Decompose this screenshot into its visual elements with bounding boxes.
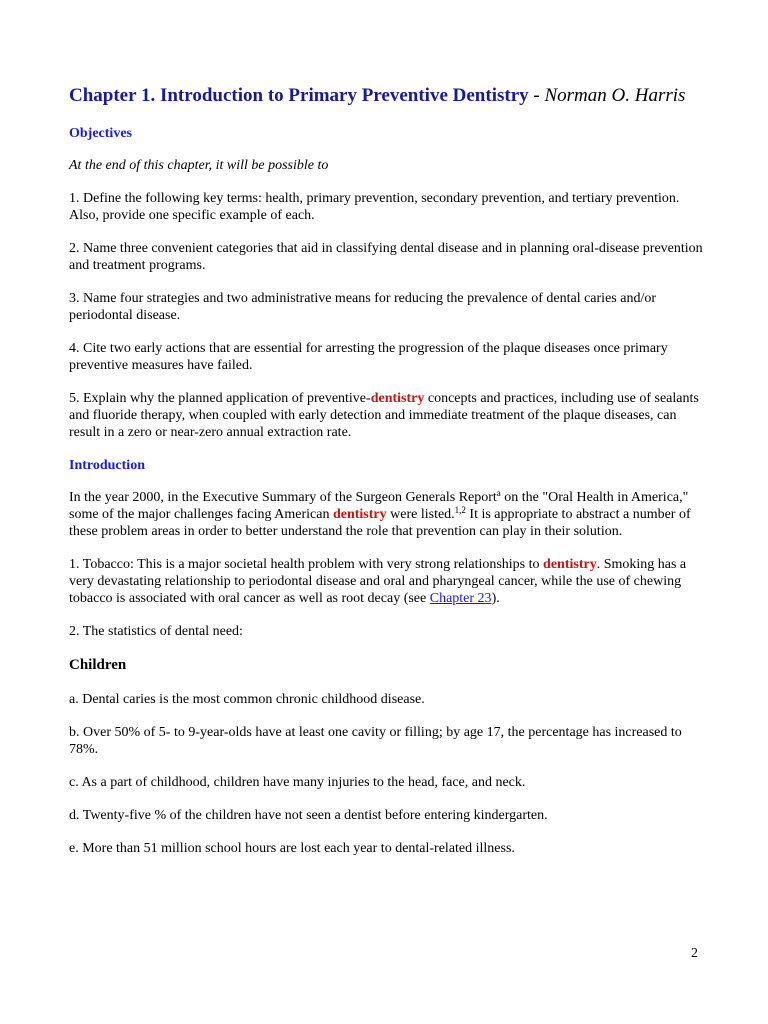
chapter-author: Norman O. Harris (544, 85, 686, 106)
children-item-a: a. Dental caries is the most common chronic childhood disease. (69, 692, 425, 707)
objective-5-text-a: 5. Explain why the planned application of preventive- (69, 391, 371, 406)
objective-item-4: 4. Cite two early actions that are essential for arresting the progression of the plaque diseases once primary preventive measures have failed. (69, 341, 668, 373)
keyword-dentistry: dentistry (370, 391, 425, 406)
children-item-d: d. Twenty-five % of the children have not seen a dentist before entering kindergarten. (69, 808, 548, 823)
chapter-title (69, 84, 705, 107)
page-number: 2 (691, 946, 698, 961)
intro-1-text-a: In the year 2000, in the Executive Summary of the Surgeon Generals Report (69, 490, 497, 505)
intro-1-text-b: on the "Oral Health in America," some of the major challenges facing American (69, 490, 689, 522)
tobacco-text-a: 1. Tobacco: This is a major societal health problem with very strong relationships to (69, 557, 544, 572)
children-item-c: c. As a part of childhood, children have many injuries to the head, face, and neck. (69, 775, 526, 790)
objective-5-text-b: concepts and practices, including use of sealants and fluoride therapy, when coupled with early detection and immediate treatment of the plaque diseases, can result in a zero or near-zero annual extraction rate. (69, 391, 699, 440)
intro-paragraph-tobacco (69, 556, 705, 607)
title-dash: - (528, 85, 545, 106)
intro-1-text-c: were listed. (386, 507, 455, 522)
tobacco-text-b: . Smoking has a very devastating relationship to periodontal disease and oral and pharyngeal cancer, while the use of chewing tobacco is associated with oral cancer as well as root decay (see (69, 557, 687, 606)
tobacco-text-c: ). (491, 591, 500, 606)
intro-paragraph-statistics: 2. The statistics of dental need: (69, 624, 243, 639)
keyword-dentistry: dentistry (332, 507, 387, 522)
intro-paragraph-1 (69, 489, 705, 540)
document-page (69, 84, 705, 873)
reference-markers: 1,2 (454, 505, 466, 515)
introduction-heading: Introduction (69, 458, 145, 473)
objectives-heading: Objectives (69, 126, 132, 141)
intro-1-text-d: It is appropriate to abstract a number of these problem areas in order to better understand the role that prevention can play in their solution. (69, 507, 691, 539)
keyword-dentistry: dentistry (543, 557, 597, 572)
chapter-title-main: Chapter 1. Introduction to Primary Preventive Dentistry (69, 85, 529, 106)
objective-item-3: 3. Name four strategies and two administrative means for reducing the prevalence of dental caries and/or periodontal disease. (69, 291, 656, 323)
objective-item-5 (69, 390, 705, 441)
children-item-b: b. Over 50% of 5- to 9-year-olds have at least one cavity or filling; by age 17, the percentage has increased to 78%. (69, 725, 682, 757)
chapter-23-link[interactable]: Chapter 23 (429, 591, 492, 606)
children-item-e: e. More than 51 million school hours are lost each year to dental-related illness. (69, 841, 515, 856)
objectives-intro: At the end of this chapter, it will be possible to (69, 158, 329, 173)
objective-item-2: 2. Name three convenient categories that aid in classifying dental disease and in planning oral-disease prevention and treatment programs. (69, 241, 703, 273)
footnote-marker-a: a (496, 488, 501, 498)
children-heading: Children (69, 657, 127, 673)
objective-item-1: 1. Define the following key terms: health, primary prevention, secondary prevention, and tertiary prevention. Also, provide one specific example of each. (69, 191, 680, 223)
